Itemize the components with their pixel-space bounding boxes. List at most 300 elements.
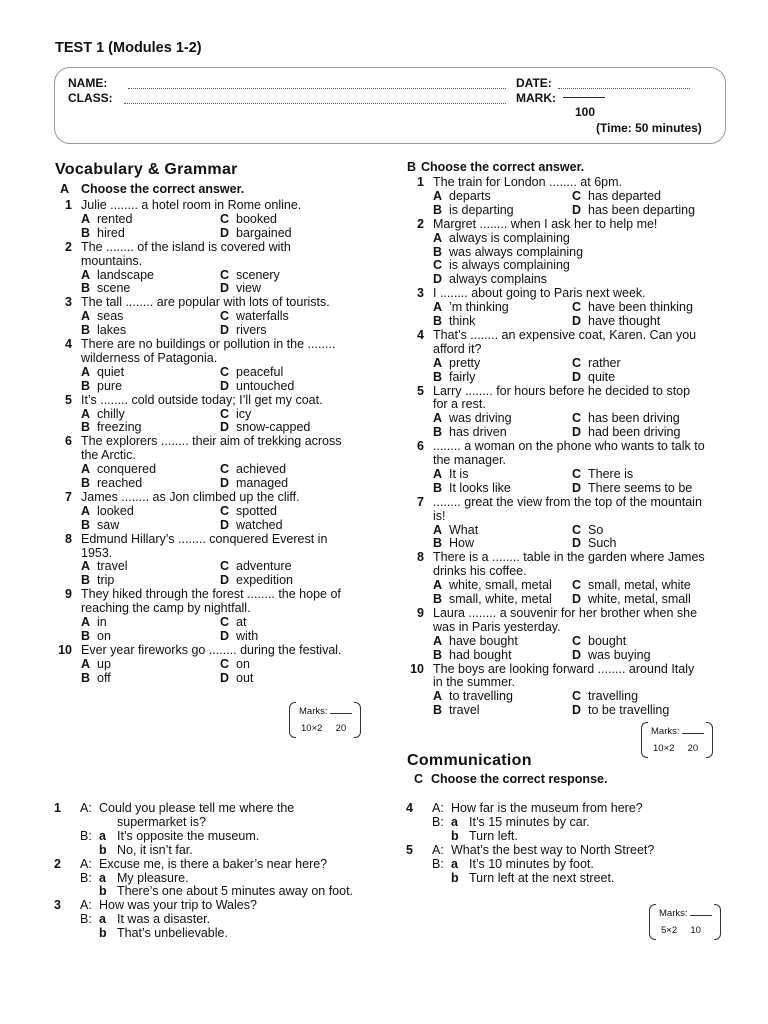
response-option[interactable]: No, it isn’t far. bbox=[117, 842, 193, 857]
question-text: That’s ........ an expensive coat, Karen. Can you bbox=[433, 327, 697, 342]
option-letter: B bbox=[433, 425, 443, 440]
option-letter: D bbox=[572, 369, 582, 384]
answer-option[interactable] bbox=[220, 282, 261, 296]
option-text: to be travelling bbox=[588, 703, 670, 718]
option-letter: B bbox=[81, 517, 91, 532]
option-letter: B bbox=[433, 244, 443, 259]
answer-option[interactable] bbox=[220, 213, 277, 227]
question-number: 5 bbox=[417, 383, 424, 398]
question-text: drinks his coffee. bbox=[433, 564, 527, 579]
speaker-b: B: bbox=[80, 870, 92, 885]
answer-option[interactable] bbox=[81, 380, 122, 394]
option-letter: A bbox=[81, 615, 91, 629]
answer-option[interactable] bbox=[81, 630, 111, 644]
option-text: always complains bbox=[449, 272, 547, 287]
option-letter: A bbox=[81, 267, 91, 282]
answer-option[interactable] bbox=[572, 649, 651, 663]
answer-option[interactable] bbox=[572, 579, 691, 593]
option-letter: D bbox=[220, 573, 230, 588]
question-text: Ever year fireworks go ........ during the festival. bbox=[81, 642, 342, 657]
option-text: has driven bbox=[449, 425, 507, 440]
mark-label: MARK: bbox=[516, 91, 556, 105]
option-text: lakes bbox=[97, 323, 127, 338]
option-letter: A bbox=[433, 466, 443, 481]
question-text: 1953. bbox=[81, 545, 113, 560]
dialogue-question: What’s the best way to North Street? bbox=[451, 842, 655, 857]
option-text: small, white, metal bbox=[449, 592, 552, 606]
response-option[interactable]: It’s opposite the museum. bbox=[117, 828, 260, 843]
class-field[interactable] bbox=[124, 93, 506, 104]
answer-option[interactable] bbox=[220, 505, 277, 519]
answer-option[interactable] bbox=[81, 421, 141, 435]
question-text: The train for London ........ at 6pm. bbox=[433, 175, 622, 189]
communication-heading: Communication bbox=[407, 752, 532, 769]
option-text: with bbox=[236, 628, 259, 643]
name-label: NAME: bbox=[68, 76, 108, 90]
question-text: James ........ as Jon climbed up the cliff. bbox=[81, 489, 300, 504]
marks-box-b: Marks: 10×2 20 bbox=[641, 722, 713, 758]
option-text: trip bbox=[97, 573, 115, 588]
option-letter: A bbox=[433, 188, 443, 203]
question-text: Laura ........ a souvenir for her brother when she bbox=[433, 605, 698, 620]
option-letter: A bbox=[81, 364, 91, 379]
option-letter: A bbox=[433, 230, 443, 245]
answer-option[interactable] bbox=[81, 366, 124, 380]
option-letter: D bbox=[220, 628, 230, 643]
dialogue-number: 4 bbox=[406, 801, 413, 815]
option-text: It looks like bbox=[449, 480, 511, 495]
speaker-a: A: bbox=[80, 856, 92, 871]
answer-option[interactable] bbox=[572, 524, 603, 538]
option-text: icy bbox=[236, 406, 252, 421]
answer-option[interactable] bbox=[81, 616, 107, 630]
answer-option[interactable] bbox=[220, 630, 258, 644]
option-text: was driving bbox=[449, 411, 512, 426]
question-number: 3 bbox=[65, 295, 72, 310]
option-letter: D bbox=[220, 323, 230, 338]
answer-option[interactable] bbox=[433, 537, 474, 551]
option-text: quiet bbox=[97, 364, 125, 379]
answer-option[interactable] bbox=[220, 324, 267, 338]
dialogue-number: 3 bbox=[54, 898, 61, 913]
option-letter: B bbox=[81, 628, 91, 643]
option-letter: C bbox=[220, 406, 230, 421]
question-text: Edmund Hillary’s ........ conquered Everest in bbox=[81, 531, 328, 546]
answer-option[interactable] bbox=[433, 204, 514, 218]
vocab-heading: Vocabulary & Grammar bbox=[55, 161, 238, 178]
option-letter: B bbox=[433, 592, 443, 606]
answer-option[interactable] bbox=[81, 672, 111, 686]
question-number: 4 bbox=[417, 327, 424, 342]
option-text: off bbox=[97, 670, 111, 685]
option-text: has departed bbox=[588, 188, 661, 203]
date-field[interactable] bbox=[558, 78, 690, 89]
name-field[interactable] bbox=[128, 78, 506, 89]
question-number: 8 bbox=[417, 550, 424, 565]
option-letter: B bbox=[81, 573, 91, 588]
option-text: managed bbox=[236, 476, 289, 490]
option-letter: D bbox=[220, 670, 230, 685]
option-letter: A bbox=[81, 503, 91, 518]
marks-box-c: Marks: 5×2 10 bbox=[649, 904, 721, 940]
response-option[interactable]: There’s one about 5 minutes away on foot. bbox=[117, 884, 354, 899]
option-text: Such bbox=[588, 536, 617, 551]
date-label: DATE: bbox=[516, 76, 552, 90]
answer-option[interactable] bbox=[433, 593, 552, 607]
option-letter: C bbox=[220, 267, 230, 282]
answer-option[interactable] bbox=[433, 412, 512, 426]
answer-option[interactable] bbox=[220, 672, 253, 686]
answer-option[interactable] bbox=[572, 315, 660, 329]
answer-option[interactable] bbox=[220, 658, 250, 672]
answer-option[interactable] bbox=[433, 579, 552, 593]
answer-option[interactable] bbox=[572, 704, 669, 718]
answer-option[interactable] bbox=[572, 593, 691, 607]
answer-option[interactable] bbox=[220, 421, 310, 435]
response-option[interactable]: It’s 15 minutes by car. bbox=[469, 814, 590, 829]
answer-option[interactable] bbox=[433, 704, 480, 718]
answer-option[interactable] bbox=[220, 366, 283, 380]
option-text: peaceful bbox=[236, 364, 284, 379]
option-letter: C bbox=[220, 656, 230, 671]
section-a-letter: A bbox=[60, 182, 70, 196]
option-letter: A bbox=[81, 406, 91, 421]
question-text: The boys are looking forward ........ around Italy bbox=[433, 661, 695, 676]
answer-option[interactable] bbox=[220, 463, 286, 477]
question-text: wilderness of Patagonia. bbox=[81, 350, 218, 365]
option-letter: A bbox=[433, 578, 443, 593]
answer-option[interactable] bbox=[81, 227, 125, 241]
answer-option[interactable] bbox=[220, 269, 280, 283]
option-letter: D bbox=[220, 517, 230, 532]
answer-option[interactable] bbox=[572, 412, 680, 426]
answer-option[interactable] bbox=[433, 301, 509, 315]
answer-option[interactable] bbox=[220, 477, 288, 491]
option-letter: B bbox=[433, 703, 443, 718]
section-c-letter: C bbox=[414, 772, 424, 786]
option-letter: D bbox=[220, 281, 230, 296]
response-option[interactable]: My pleasure. bbox=[117, 870, 189, 885]
class-label: CLASS: bbox=[68, 91, 113, 105]
option-text: have bought bbox=[449, 633, 518, 648]
answer-option[interactable] bbox=[81, 519, 119, 533]
option-letter: C bbox=[433, 258, 443, 273]
option-letter: D bbox=[220, 378, 230, 393]
question-number: 7 bbox=[417, 494, 424, 509]
option-letter: B bbox=[433, 202, 443, 217]
question-number: 6 bbox=[417, 439, 424, 454]
answer-option[interactable] bbox=[433, 649, 512, 663]
option-letter: C bbox=[220, 364, 230, 379]
question-number: 7 bbox=[65, 489, 72, 504]
option-text: out bbox=[236, 670, 254, 685]
question-text: The tall ........ are popular with lots of tourists. bbox=[81, 295, 330, 310]
question-number: 9 bbox=[417, 605, 424, 620]
option-text: think bbox=[449, 314, 476, 328]
answer-option[interactable] bbox=[81, 310, 123, 324]
option-letter: D bbox=[572, 592, 582, 606]
speaker-a: A: bbox=[80, 801, 92, 815]
option-text: at bbox=[236, 615, 247, 629]
answer-option[interactable] bbox=[572, 537, 617, 551]
option-text: rented bbox=[97, 211, 133, 226]
response-option[interactable]: That’s unbelievable. bbox=[117, 926, 228, 941]
option-letter: B bbox=[81, 476, 91, 490]
question-number: 5 bbox=[65, 392, 72, 407]
speaker-a: A: bbox=[432, 801, 444, 815]
option-text: untouched bbox=[236, 378, 295, 393]
answer-option[interactable] bbox=[572, 301, 693, 315]
question-text: It’s ........ cold outside today; I’ll get my coat. bbox=[81, 392, 323, 407]
option-text: hired bbox=[97, 225, 125, 240]
option-text: booked bbox=[236, 211, 278, 226]
dialogue-number: 5 bbox=[406, 842, 413, 857]
option-text: is always complaining bbox=[449, 258, 570, 273]
option-letter: D bbox=[572, 202, 582, 217]
response-letter[interactable]: a bbox=[99, 828, 106, 843]
option-letter: B bbox=[81, 323, 91, 338]
option-text: has been driving bbox=[588, 411, 680, 426]
response-letter[interactable]: b bbox=[99, 884, 107, 899]
question-number: 6 bbox=[65, 434, 72, 449]
answer-option[interactable] bbox=[433, 357, 480, 371]
answer-option[interactable] bbox=[572, 190, 661, 204]
marks-box-a: Marks: 10×2 20 bbox=[289, 702, 361, 738]
answer-option[interactable] bbox=[81, 324, 126, 338]
response-letter[interactable]: a bbox=[451, 856, 458, 871]
option-text: have been thinking bbox=[588, 300, 693, 315]
option-letter: D bbox=[572, 536, 582, 551]
option-text: pure bbox=[97, 378, 123, 393]
response-letter[interactable]: a bbox=[99, 912, 106, 927]
option-text: view bbox=[236, 281, 262, 296]
response-option[interactable]: It was a disaster. bbox=[117, 912, 211, 927]
option-text: reached bbox=[97, 476, 143, 490]
question-text: afford it? bbox=[433, 341, 482, 356]
answer-option[interactable] bbox=[572, 357, 621, 371]
answer-option[interactable] bbox=[81, 213, 132, 227]
response-letter[interactable]: a bbox=[99, 870, 106, 885]
question-text: is! bbox=[433, 508, 446, 523]
time-note: (Time: 50 minutes) bbox=[596, 121, 702, 135]
response-option[interactable]: Turn left at the next street. bbox=[469, 870, 615, 885]
option-text: to travelling bbox=[449, 689, 513, 704]
response-letter[interactable]: b bbox=[451, 870, 459, 885]
answer-option[interactable] bbox=[220, 574, 293, 588]
answer-option[interactable] bbox=[433, 259, 570, 273]
option-letter: C bbox=[572, 411, 582, 426]
question-text: the manager. bbox=[433, 453, 506, 467]
question-number: 10 bbox=[58, 642, 72, 657]
option-text: always is complaining bbox=[449, 230, 570, 245]
answer-option[interactable] bbox=[433, 635, 518, 649]
option-letter: D bbox=[572, 314, 582, 328]
option-letter: C bbox=[572, 355, 582, 370]
option-text: bought bbox=[588, 633, 627, 648]
answer-option[interactable] bbox=[433, 246, 583, 260]
question-number: 1 bbox=[65, 198, 72, 212]
option-letter: B bbox=[433, 536, 443, 551]
response-letter[interactable]: a bbox=[451, 814, 458, 829]
answer-option[interactable] bbox=[433, 190, 491, 204]
option-letter: C bbox=[220, 309, 230, 324]
test-title: TEST 1 (Modules 1-2) bbox=[55, 40, 202, 56]
section-a-instruction: Choose the correct answer. bbox=[81, 182, 245, 196]
option-letter: A bbox=[81, 462, 91, 477]
option-text: is departing bbox=[449, 202, 514, 217]
option-text: have thought bbox=[588, 314, 661, 328]
option-letter: C bbox=[220, 559, 230, 574]
option-text: It is bbox=[449, 466, 469, 481]
option-text: ’m thinking bbox=[449, 300, 509, 315]
mark-total: 100 bbox=[575, 105, 596, 119]
answer-option[interactable] bbox=[572, 690, 638, 704]
mark-line[interactable] bbox=[563, 97, 605, 98]
option-letter: B bbox=[81, 670, 91, 685]
answer-option[interactable] bbox=[572, 204, 695, 218]
answer-option[interactable] bbox=[433, 524, 478, 538]
question-text: The ........ of the island is covered with bbox=[81, 239, 291, 254]
answer-option[interactable] bbox=[81, 658, 111, 672]
answer-option[interactable] bbox=[81, 269, 154, 283]
option-text: had been driving bbox=[588, 425, 681, 440]
speaker-b: B: bbox=[80, 828, 92, 843]
question-text: the Arctic. bbox=[81, 448, 136, 463]
option-letter: D bbox=[572, 703, 582, 718]
option-text: conquered bbox=[97, 462, 157, 477]
answer-option[interactable] bbox=[433, 371, 475, 385]
response-letter[interactable]: b bbox=[99, 842, 107, 857]
option-letter: A bbox=[433, 689, 443, 704]
answer-option[interactable] bbox=[81, 574, 114, 588]
answer-option[interactable] bbox=[433, 315, 475, 329]
answer-option[interactable] bbox=[572, 482, 692, 496]
option-letter: B bbox=[81, 378, 91, 393]
option-letter: C bbox=[572, 188, 582, 203]
option-letter: B bbox=[433, 647, 443, 662]
question-text: reaching the camp by nightfall. bbox=[81, 601, 251, 616]
answer-option[interactable] bbox=[433, 482, 511, 496]
option-text: There is bbox=[588, 466, 634, 481]
answer-option[interactable] bbox=[81, 505, 134, 519]
speaker-b: B: bbox=[432, 856, 444, 871]
option-text: rivers bbox=[236, 323, 267, 338]
question-text: was in Paris yesterday. bbox=[433, 619, 561, 634]
option-text: adventure bbox=[236, 559, 292, 574]
option-text: How bbox=[449, 536, 475, 551]
option-text: travel bbox=[449, 703, 480, 718]
answer-option[interactable] bbox=[572, 468, 633, 482]
option-text: scene bbox=[97, 281, 131, 296]
answer-option[interactable] bbox=[81, 560, 128, 574]
response-letter[interactable]: b bbox=[99, 926, 107, 941]
speaker-a: A: bbox=[80, 898, 92, 913]
option-letter: A bbox=[433, 355, 443, 370]
option-letter: A bbox=[81, 309, 91, 324]
answer-option[interactable] bbox=[220, 560, 292, 574]
option-text: on bbox=[97, 628, 111, 643]
question-text: ........ a woman on the phone who wants to talk to bbox=[433, 439, 705, 454]
option-letter: A bbox=[433, 633, 443, 648]
response-option[interactable]: Turn left. bbox=[469, 828, 518, 843]
option-letter: A bbox=[433, 300, 443, 315]
option-letter: C bbox=[220, 615, 230, 629]
question-text: Larry ........ for hours before he decided to stop bbox=[433, 383, 691, 398]
answer-option[interactable] bbox=[220, 408, 251, 422]
answer-option[interactable] bbox=[433, 690, 513, 704]
option-text: watched bbox=[236, 517, 283, 532]
option-text: travelling bbox=[588, 689, 639, 704]
question-text: There are no buildings or pollution in the ........ bbox=[81, 337, 336, 351]
question-number: 2 bbox=[65, 239, 72, 254]
answer-option[interactable] bbox=[433, 273, 547, 287]
answer-option[interactable] bbox=[81, 463, 156, 477]
option-letter: B bbox=[433, 369, 443, 384]
option-letter: C bbox=[572, 522, 582, 537]
answer-option[interactable] bbox=[220, 380, 294, 394]
dialogue-question: Excuse me, is there a baker’s near here? bbox=[99, 856, 328, 871]
option-letter: C bbox=[220, 462, 230, 477]
answer-option[interactable] bbox=[572, 426, 680, 440]
option-text: snow-capped bbox=[236, 420, 311, 435]
option-text: had bought bbox=[449, 647, 512, 662]
dialogue-question: How far is the museum from here? bbox=[451, 801, 643, 815]
option-text: chilly bbox=[97, 406, 125, 421]
question-text: The explorers ........ their aim of trekking across bbox=[81, 434, 342, 449]
option-text: up bbox=[97, 656, 111, 671]
option-text: What bbox=[449, 522, 479, 537]
question-text: ........ great the view from the top of the mountain bbox=[433, 494, 702, 509]
question-text: in the summer. bbox=[433, 675, 515, 690]
question-text: Margret ........ when I ask her to help me! bbox=[433, 216, 658, 231]
question-number: 9 bbox=[65, 587, 72, 602]
question-text: Julie ........ a hotel room in Rome online. bbox=[81, 198, 302, 212]
option-text: was buying bbox=[588, 647, 651, 662]
option-letter: D bbox=[572, 425, 582, 440]
option-text: landscape bbox=[97, 267, 154, 282]
speaker-a: A: bbox=[432, 842, 444, 857]
option-text: There seems to be bbox=[588, 480, 693, 495]
response-letter[interactable]: b bbox=[451, 828, 459, 843]
question-number: 4 bbox=[65, 337, 72, 351]
answer-option[interactable] bbox=[572, 635, 626, 649]
option-text: fairly bbox=[449, 369, 476, 384]
option-text: seas bbox=[97, 309, 124, 324]
option-text: small, metal, white bbox=[588, 578, 691, 593]
answer-option[interactable] bbox=[220, 616, 246, 630]
option-letter: D bbox=[572, 647, 582, 662]
option-text: quite bbox=[588, 369, 616, 384]
option-text: waterfalls bbox=[236, 309, 289, 324]
option-letter: B bbox=[81, 281, 91, 296]
option-letter: D bbox=[220, 420, 230, 435]
answer-option[interactable] bbox=[433, 426, 507, 440]
answer-option[interactable] bbox=[220, 519, 283, 533]
answer-option[interactable] bbox=[433, 468, 468, 482]
question-text: There is a ........ table in the garden where James bbox=[433, 550, 705, 565]
answer-option[interactable] bbox=[81, 477, 142, 491]
speaker-b: B: bbox=[80, 912, 92, 927]
answer-option[interactable] bbox=[433, 232, 570, 246]
option-letter: D bbox=[220, 225, 230, 240]
answer-option[interactable] bbox=[220, 310, 289, 324]
response-option[interactable]: It’s 10 minutes by foot. bbox=[469, 856, 594, 871]
answer-option[interactable] bbox=[572, 371, 615, 385]
answer-option[interactable] bbox=[81, 282, 130, 296]
answer-option[interactable] bbox=[81, 408, 125, 422]
answer-option[interactable] bbox=[220, 227, 292, 241]
option-letter: B bbox=[433, 314, 443, 328]
